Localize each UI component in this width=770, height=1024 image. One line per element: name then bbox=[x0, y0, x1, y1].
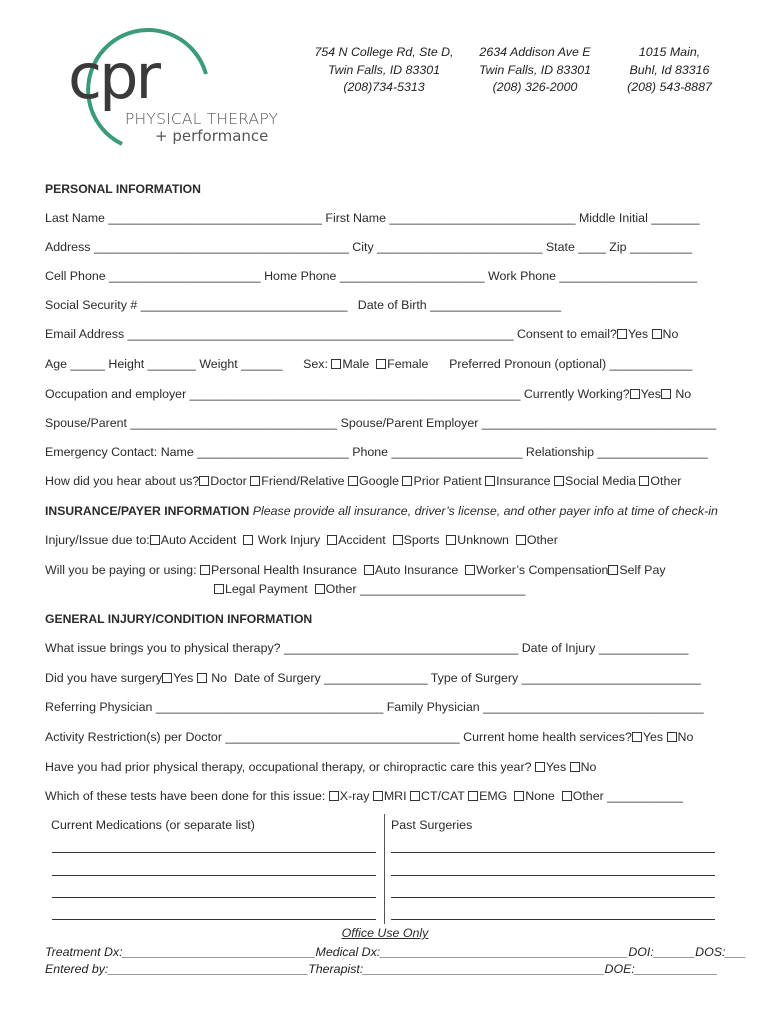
pronoun-field[interactable]: Preferred Pronoun (optional) ____________ bbox=[449, 357, 693, 371]
past-surgeries-label: Past Surgeries bbox=[391, 818, 473, 832]
location-2 bbox=[470, 44, 600, 97]
surgery-label: Did you have surgery bbox=[45, 671, 163, 685]
injury-other-checkbox[interactable] bbox=[516, 535, 526, 545]
injury-work-checkbox[interactable] bbox=[243, 535, 253, 545]
injury-option-label: Auto Accident bbox=[160, 533, 237, 547]
injury-option-label: Accident bbox=[338, 533, 386, 547]
surgery-row bbox=[45, 671, 701, 685]
activity-field[interactable]: Activity Restriction(s) per Doctor __________________________________ Current home health services? bbox=[45, 730, 632, 744]
prior-care-label: Have you had prior physical therapy, occupational therapy, or chiropractic care this year? bbox=[45, 760, 532, 774]
physician-fields[interactable]: Referring Physician _________________________________ Family Physician ________________________________ bbox=[45, 700, 704, 714]
location-street: 754 N College Rd, Ste D, bbox=[314, 45, 454, 59]
injury-option-label: Other bbox=[526, 533, 558, 547]
office-use-title-wrap bbox=[0, 926, 770, 940]
home-health-no-label: No bbox=[677, 730, 694, 744]
occupation-row bbox=[45, 387, 691, 401]
injury-option-label: Work Injury bbox=[257, 533, 321, 547]
emergency-fields[interactable]: Emergency Contact: Name ______________________ Phone ___________________ Relationship ________________ bbox=[45, 445, 708, 459]
office-row-2[interactable]: Entered by:_____________________________Therapist:___________________________________DOE:____________ bbox=[45, 962, 718, 976]
activity-row bbox=[45, 730, 693, 744]
clinic-logo bbox=[56, 26, 296, 154]
past-surgery-line[interactable] bbox=[391, 897, 715, 898]
injury-auto-checkbox[interactable] bbox=[150, 535, 160, 545]
test-option-label: EMG bbox=[479, 789, 508, 803]
hear-friend-checkbox[interactable] bbox=[250, 476, 260, 486]
email-no-label: No bbox=[662, 327, 679, 341]
paying-other-checkbox[interactable] bbox=[315, 584, 325, 594]
hear-doctor-checkbox[interactable] bbox=[199, 476, 209, 486]
prior-care-yes-checkbox[interactable] bbox=[535, 762, 545, 772]
hear-label: How did you hear about us? bbox=[45, 474, 200, 488]
hear-option-label: Insurance bbox=[496, 474, 551, 488]
hear-option-label: Google bbox=[359, 474, 400, 488]
logo-line2: + performance bbox=[155, 127, 269, 145]
paying-row bbox=[45, 563, 666, 577]
issue-fields[interactable]: What issue brings you to physical therapy? __________________________________ Date of Injury _____________ bbox=[45, 641, 689, 655]
office-use-title: Office Use Only bbox=[341, 926, 429, 940]
working-no-checkbox[interactable] bbox=[661, 389, 671, 399]
logo-line1: PHYSICAL THERAPY bbox=[125, 110, 279, 128]
address-fields[interactable]: Address _____________________________________ City ________________________ State ____ Zip _________ bbox=[45, 240, 692, 254]
tests-label: Which of these tests have been done for this issue: bbox=[45, 789, 326, 803]
medication-line[interactable] bbox=[52, 875, 376, 876]
location-street: 1015 Main, bbox=[638, 45, 701, 59]
prior-care-yes-label: Yes bbox=[545, 760, 567, 774]
insurance-note: Please provide all insurance, driver’s license, and other payer info at time of check-in bbox=[252, 504, 718, 518]
home-health-no-checkbox[interactable] bbox=[667, 732, 677, 742]
hear-prior-patient-checkbox[interactable] bbox=[402, 476, 412, 486]
location-phone: (208)734-5313 bbox=[343, 80, 425, 94]
hear-option-label: Other bbox=[650, 474, 682, 488]
hear-row bbox=[45, 474, 681, 488]
paying-health-insurance-checkbox[interactable] bbox=[200, 565, 210, 575]
paying-other-field[interactable]: Other ________________________ bbox=[325, 582, 526, 596]
medications-column bbox=[45, 814, 385, 832]
test-option-label: None bbox=[525, 789, 555, 803]
sex-male-checkbox[interactable] bbox=[331, 359, 341, 369]
home-health-yes-checkbox[interactable] bbox=[632, 732, 642, 742]
sex-female-checkbox[interactable] bbox=[376, 359, 386, 369]
paying-legal-checkbox[interactable] bbox=[214, 584, 224, 594]
hear-insurance-checkbox[interactable] bbox=[485, 476, 495, 486]
sex-male-label: Male bbox=[342, 357, 370, 371]
location-city: Twin Falls, ID 83301 bbox=[327, 62, 441, 77]
paying-workers-comp-checkbox[interactable] bbox=[465, 565, 475, 575]
injury-option-label: Sports bbox=[403, 533, 440, 547]
hear-option-label: Social Media bbox=[564, 474, 636, 488]
email-yes-label: Yes bbox=[627, 327, 649, 341]
location-1 bbox=[314, 44, 454, 97]
email-row bbox=[45, 327, 678, 341]
prior-care-no-checkbox[interactable] bbox=[570, 762, 580, 772]
occupation-field[interactable]: Occupation and employer ________________________________________________ Currently Working? bbox=[45, 387, 630, 401]
hear-option-label: Friend/Relative bbox=[261, 474, 345, 488]
paying-auto-insurance-checkbox[interactable] bbox=[364, 565, 374, 575]
email-field[interactable]: Email Address ________________________________________________________ Consent to email? bbox=[45, 327, 617, 341]
insurance-heading-row bbox=[45, 504, 718, 518]
working-yes-checkbox[interactable] bbox=[630, 389, 640, 399]
phone-fields[interactable]: Cell Phone ______________________ Home Phone _____________________ Work Phone ____________________ bbox=[45, 269, 698, 283]
paying-option-label: Personal Health Insurance bbox=[210, 563, 358, 577]
test-other-checkbox[interactable] bbox=[562, 791, 572, 801]
spouse-fields[interactable]: Spouse/Parent ______________________________ Spouse/Parent Employer __________________________________ bbox=[45, 416, 717, 430]
test-xray-checkbox[interactable] bbox=[329, 791, 339, 801]
working-yes-label: Yes bbox=[640, 387, 661, 401]
age-row bbox=[45, 357, 692, 371]
hear-other-checkbox[interactable] bbox=[639, 476, 649, 486]
home-health-yes-label: Yes bbox=[642, 730, 664, 744]
section-insurance-heading: INSURANCE/PAYER INFORMATION bbox=[45, 504, 250, 518]
office-row-1[interactable]: Treatment Dx:____________________________Medical Dx:____________________________________DOI:______DOS:___ bbox=[45, 945, 747, 959]
paying-self-pay-checkbox[interactable] bbox=[608, 565, 618, 575]
hear-option-label: Prior Patient bbox=[413, 474, 482, 488]
past-surgeries-column bbox=[384, 814, 724, 924]
section-personal-heading: PERSONAL INFORMATION bbox=[45, 182, 201, 196]
paying-option-label: Self Pay bbox=[619, 563, 666, 577]
injury-due-row bbox=[45, 533, 558, 547]
paying-label: Will you be paying or using: bbox=[45, 563, 197, 577]
location-city: Buhl, Id 83316 bbox=[629, 62, 710, 77]
location-street: 2634 Addison Ave E bbox=[479, 45, 591, 59]
medication-line[interactable] bbox=[52, 919, 376, 920]
location-3 bbox=[612, 44, 727, 97]
section-injury-heading: GENERAL INJURY/CONDITION INFORMATION bbox=[45, 612, 313, 626]
surgery-yes-label: Yes bbox=[173, 671, 194, 685]
surgery-no-checkbox[interactable] bbox=[197, 673, 207, 683]
injury-unknown-checkbox[interactable] bbox=[446, 535, 456, 545]
location-phone: (208) 326-2000 bbox=[492, 80, 578, 94]
surgery-no-label: No bbox=[211, 671, 228, 685]
location-phone: (208) 543-8887 bbox=[627, 80, 712, 94]
test-other-field[interactable]: Other ___________ bbox=[572, 789, 683, 803]
injury-option-label: Unknown bbox=[457, 533, 509, 547]
paying-option-label: Worker’s Compensation bbox=[476, 563, 609, 577]
prior-care-row bbox=[45, 760, 596, 774]
test-emg-checkbox[interactable] bbox=[468, 791, 478, 801]
name-fields[interactable]: Last Name _______________________________ First Name ___________________________ Middle Initial _______ bbox=[45, 211, 700, 225]
injury-sports-checkbox[interactable] bbox=[393, 535, 403, 545]
logo-brand: cpr bbox=[68, 40, 158, 113]
hear-social-media-checkbox[interactable] bbox=[554, 476, 564, 486]
injury-due-label: Injury/Issue due to: bbox=[45, 533, 150, 547]
tests-row bbox=[45, 789, 683, 803]
test-option-label: X-ray bbox=[339, 789, 370, 803]
paying-legal-label: Legal Payment bbox=[225, 582, 308, 596]
surgery-yes-checkbox[interactable] bbox=[162, 673, 172, 683]
email-no-checkbox[interactable] bbox=[652, 329, 662, 339]
past-surgery-line[interactable] bbox=[391, 919, 715, 920]
hear-google-checkbox[interactable] bbox=[348, 476, 358, 486]
past-surgery-line[interactable] bbox=[391, 875, 715, 876]
test-mri-checkbox[interactable] bbox=[373, 791, 383, 801]
test-option-label: MRI bbox=[383, 789, 407, 803]
medications-label: Current Medications (or separate list) bbox=[51, 818, 255, 832]
location-city: Twin Falls, ID 83301 bbox=[478, 62, 592, 77]
test-ct-checkbox[interactable] bbox=[410, 791, 420, 801]
paying-option-label: Auto Insurance bbox=[374, 563, 459, 577]
sex-label: Sex: bbox=[303, 357, 328, 371]
email-yes-checkbox[interactable] bbox=[617, 329, 627, 339]
surgery-date-type-fields[interactable]: Date of Surgery _______________ Type of Surgery __________________________ bbox=[227, 671, 701, 685]
test-option-label: CT/CAT bbox=[421, 789, 465, 803]
age-height-weight-fields[interactable]: Age _____ Height _______ Weight ______ bbox=[45, 357, 283, 371]
injury-accident-checkbox[interactable] bbox=[327, 535, 337, 545]
ssn-dob-fields[interactable]: Social Security # ______________________________ Date of Birth ___________________ bbox=[45, 298, 562, 312]
sex-female-label: Female bbox=[387, 357, 429, 371]
hear-option-label: Doctor bbox=[210, 474, 247, 488]
medication-line[interactable] bbox=[52, 852, 376, 853]
prior-care-no-label: No bbox=[580, 760, 597, 774]
working-no-label: No bbox=[675, 387, 692, 401]
past-surgery-line[interactable] bbox=[391, 852, 715, 853]
paying-row-2 bbox=[214, 582, 525, 596]
medication-line[interactable] bbox=[52, 897, 376, 898]
test-none-checkbox[interactable] bbox=[514, 791, 524, 801]
